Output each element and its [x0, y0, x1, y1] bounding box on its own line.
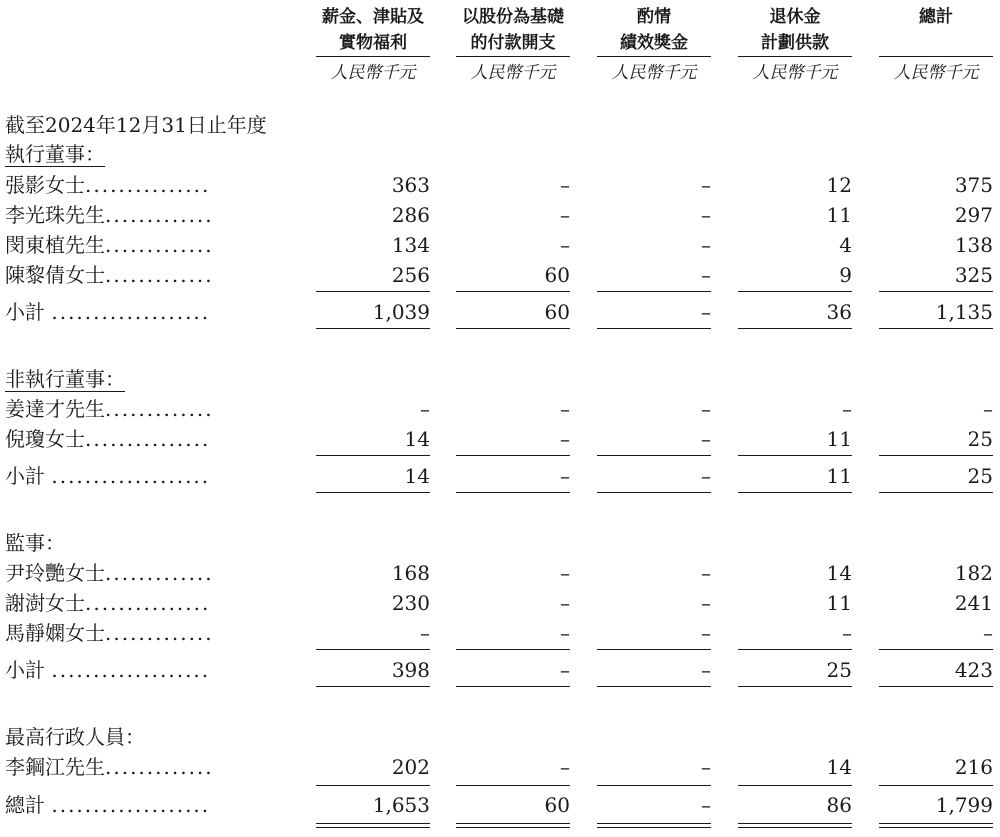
cell-pension: 11: [826, 591, 852, 615]
cell-bonus: –: [701, 397, 711, 421]
cell-share-based: –: [560, 591, 570, 615]
dot-leader: .............: [105, 263, 214, 287]
double-rule: [597, 823, 711, 828]
row-name: 謝澍女士: [5, 591, 85, 615]
cell-total: 138: [954, 233, 993, 257]
cell-total: 297: [954, 203, 993, 227]
row-name: 小計: [5, 464, 45, 488]
cell-total: 1,135: [935, 300, 993, 324]
header-pension: 退休金 計劃供款: [761, 7, 829, 53]
cell-salary: 1,039: [372, 300, 430, 324]
cell-salary: –: [420, 621, 430, 645]
cell-share-based: –: [560, 173, 570, 197]
cell-share-based: –: [560, 621, 570, 645]
row-name: 倪瓊女士: [5, 427, 85, 451]
row-name: 張影女士: [5, 173, 85, 197]
header-underline: [738, 56, 852, 57]
cell-share-based: –: [560, 464, 570, 488]
rule-above-subtotal: [316, 291, 430, 292]
section-title: 最高行政人員：: [5, 725, 145, 749]
cell-total: 423: [954, 658, 993, 682]
cell-salary: –: [420, 397, 430, 421]
double-rule: [456, 823, 570, 828]
cell-bonus: –: [701, 263, 711, 287]
cell-salary: 230: [391, 591, 430, 615]
rule-below-subtotal: [597, 686, 711, 687]
cell-total: 182: [954, 561, 993, 585]
rule-below-subtotal: [879, 686, 993, 687]
cell-total: –: [983, 621, 993, 645]
rule-below-subtotal: [316, 328, 430, 329]
cell-pension: 4: [839, 233, 852, 257]
rule-below-subtotal: [316, 686, 430, 687]
double-rule: [738, 823, 852, 828]
unit-label: 人民幣千元: [752, 63, 838, 83]
rule-below-subtotal: [738, 328, 852, 329]
cell-bonus: –: [701, 233, 711, 257]
cell-share-based: –: [560, 658, 570, 682]
header-salary: 薪金、津貼及 實物福利: [322, 7, 424, 53]
rule-below-subtotal: [879, 492, 993, 493]
cell-bonus: –: [701, 591, 711, 615]
cell-salary: 256: [391, 263, 430, 287]
dot-leader: .............: [105, 397, 214, 421]
cell-bonus: –: [701, 621, 711, 645]
cell-bonus: –: [701, 203, 711, 227]
rule-above-subtotal: [879, 291, 993, 292]
cell-share-based: –: [560, 203, 570, 227]
dot-leader: ...................: [51, 300, 211, 324]
rule-above-total: [316, 785, 430, 786]
cell-bonus: –: [701, 755, 711, 779]
cell-total: 241: [954, 591, 993, 615]
cell-bonus: –: [701, 793, 711, 817]
rule-above-subtotal: [879, 455, 993, 456]
rule-above-subtotal: [456, 649, 570, 650]
row-name: 總計: [5, 793, 45, 817]
cell-salary: 1,653: [372, 793, 430, 817]
cell-salary: 202: [391, 755, 430, 779]
unit-label: 人民幣千元: [893, 63, 979, 83]
header-underline: [597, 56, 711, 57]
cell-total: 25: [967, 427, 993, 451]
row-name: 閔東植先生: [5, 233, 105, 257]
cell-salary: 398: [391, 658, 430, 682]
dot-leader: .............: [105, 233, 214, 257]
cell-share-based: 60: [544, 793, 570, 817]
cell-pension: 11: [826, 203, 852, 227]
cell-bonus: –: [701, 561, 711, 585]
rule-below-subtotal: [738, 492, 852, 493]
header-total: 總計: [919, 7, 953, 27]
cell-salary: 168: [391, 561, 430, 585]
cell-salary: 363: [391, 173, 430, 197]
header-underline: [879, 56, 993, 57]
unit-label: 人民幣千元: [611, 63, 697, 83]
cell-pension: 11: [826, 464, 852, 488]
rule-below-subtotal: [456, 328, 570, 329]
cell-pension: 36: [826, 300, 852, 324]
cell-bonus: –: [701, 464, 711, 488]
cell-pension: 14: [826, 755, 852, 779]
cell-share-based: –: [560, 755, 570, 779]
rule-below-subtotal: [738, 686, 852, 687]
rule-above-subtotal: [597, 291, 711, 292]
cell-pension: 14: [826, 561, 852, 585]
rule-above-total: [879, 785, 993, 786]
cell-pension: 11: [826, 427, 852, 451]
row-name: 小計: [5, 300, 45, 324]
header-underline: [316, 56, 430, 57]
row-name: 李光珠先生: [5, 203, 105, 227]
dot-leader: ...................: [51, 464, 211, 488]
dot-leader: .............: [105, 755, 214, 779]
dot-leader: ...................: [51, 793, 211, 817]
cell-salary: 134: [391, 233, 430, 257]
cell-bonus: –: [701, 658, 711, 682]
cell-pension: 9: [839, 263, 852, 287]
section-title: 非執行董事：: [5, 367, 125, 391]
cell-pension: 12: [826, 173, 852, 197]
rule-above-subtotal: [597, 455, 711, 456]
unit-label: 人民幣千元: [330, 63, 416, 83]
cell-total: 375: [954, 173, 993, 197]
rule-above-total: [456, 785, 570, 786]
header-underline: [456, 56, 570, 57]
cell-total: –: [983, 397, 993, 421]
cell-total: 1,799: [935, 793, 993, 817]
dot-leader: ...............: [85, 427, 211, 451]
cell-salary: 14: [404, 464, 430, 488]
dot-leader: .............: [105, 561, 214, 585]
rule-below-subtotal: [879, 328, 993, 329]
cell-share-based: 60: [544, 263, 570, 287]
cell-salary: 14: [404, 427, 430, 451]
rule-above-subtotal: [456, 291, 570, 292]
rule-below-subtotal: [316, 492, 430, 493]
row-name: 李鋼江先生: [5, 755, 105, 779]
cell-share-based: –: [560, 397, 570, 421]
cell-bonus: –: [701, 300, 711, 324]
rule-above-subtotal: [738, 455, 852, 456]
double-rule: [879, 823, 993, 828]
rule-below-subtotal: [456, 492, 570, 493]
cell-pension: 86: [826, 793, 852, 817]
dot-leader: .............: [105, 203, 214, 227]
rule-above-subtotal: [738, 291, 852, 292]
rule-below-subtotal: [597, 492, 711, 493]
cell-pension: 25: [826, 658, 852, 682]
cell-share-based: 60: [544, 300, 570, 324]
rule-above-subtotal: [879, 649, 993, 650]
cell-pension: –: [842, 397, 852, 421]
cell-pension: –: [842, 621, 852, 645]
cell-total: 325: [954, 263, 993, 287]
cell-total: 25: [967, 464, 993, 488]
dot-leader: .............: [105, 621, 214, 645]
rule-above-total: [738, 785, 852, 786]
cell-share-based: –: [560, 233, 570, 257]
row-name: 尹玲艷女士: [5, 561, 105, 585]
cell-total: 216: [954, 755, 993, 779]
cell-salary: 286: [391, 203, 430, 227]
row-name: 小計: [5, 658, 45, 682]
row-name: 馬靜嫻女士: [5, 621, 105, 645]
rule-above-subtotal: [738, 649, 852, 650]
section-title: 執行董事：: [5, 142, 105, 166]
period-label: 截至2024年12月31日止年度: [5, 113, 267, 137]
unit-label: 人民幣千元: [470, 63, 556, 83]
dot-leader: ...............: [85, 173, 211, 197]
double-rule: [316, 823, 430, 828]
cell-bonus: –: [701, 427, 711, 451]
section-title: 監事：: [5, 531, 65, 555]
rule-below-subtotal: [597, 328, 711, 329]
cell-bonus: –: [701, 173, 711, 197]
rule-below-subtotal: [456, 686, 570, 687]
rule-above-subtotal: [316, 649, 430, 650]
row-name: 姜達才先生: [5, 397, 105, 421]
rule-above-subtotal: [597, 649, 711, 650]
dot-leader: ...................: [51, 658, 211, 682]
row-name: 陳黎倩女士: [5, 263, 105, 287]
rule-above-subtotal: [316, 455, 430, 456]
cell-share-based: –: [560, 561, 570, 585]
dot-leader: ...............: [85, 591, 211, 615]
rule-above-subtotal: [456, 455, 570, 456]
cell-share-based: –: [560, 427, 570, 451]
rule-above-total: [597, 785, 711, 786]
header-bonus: 酌情 績效獎金: [620, 7, 688, 53]
header-share-based: 以股份為基礎 的付款開支: [462, 7, 564, 53]
